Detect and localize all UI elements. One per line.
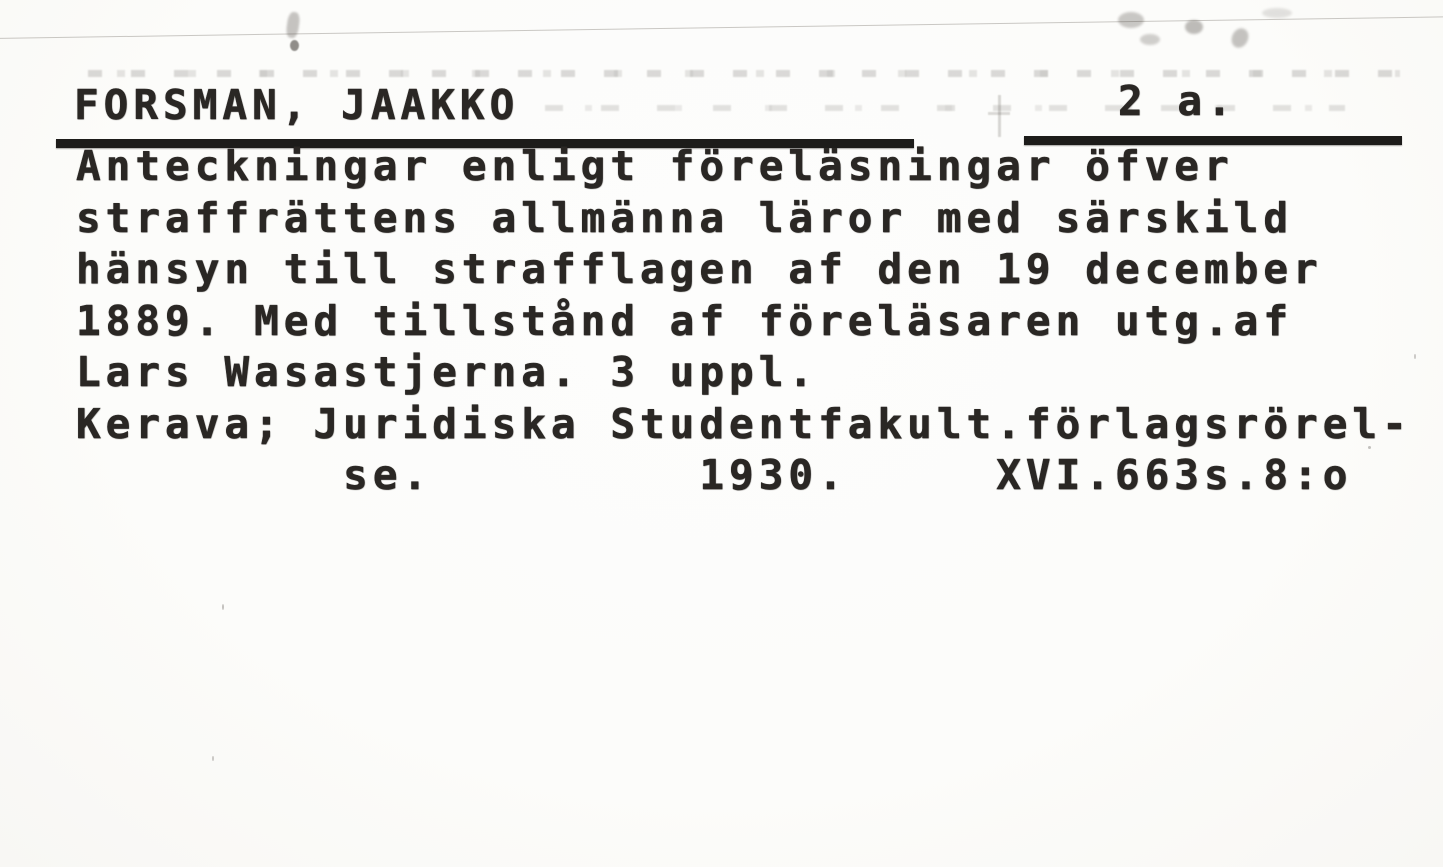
card-body-text xyxy=(76,141,1412,502)
scan-artifact-cross-mark xyxy=(988,112,1010,115)
scan-artifact-ghost-text-row xyxy=(88,70,1400,77)
body-line: Lars Wasastjerna. 3 uppl. xyxy=(76,348,819,396)
scan-artifact-speck xyxy=(222,604,224,610)
scan-artifact-speck xyxy=(1414,354,1416,359)
body-line: se. 1930. XVI.663s.8:o xyxy=(76,451,1353,499)
scan-artifact-smudge xyxy=(1262,8,1292,18)
body-line: hänsyn till strafflagen af den 19 december xyxy=(76,245,1323,293)
scan-artifact-smudge xyxy=(1118,12,1144,28)
scan-artifact-ink-spot xyxy=(285,11,301,38)
body-line: straffrättens allmänna läror med särskild xyxy=(76,193,1294,242)
body-line: 1889. Med tillstånd af föreläsaren utg.af xyxy=(76,296,1294,345)
body-line: Kerava; Juridiska Studentfakult.förlagsrörel- xyxy=(76,399,1412,448)
scan-artifact-smudge xyxy=(1229,26,1252,51)
card-shelf-number: 2 a. xyxy=(1118,77,1237,125)
body-line: Anteckningar enligt föreläsningar öfver xyxy=(76,142,1234,190)
scan-artifact-ink-spot xyxy=(290,40,299,51)
scan-artifact-cross-mark xyxy=(998,95,1001,137)
scan-artifact-smudge xyxy=(1140,34,1160,45)
scan-artifact-smudge xyxy=(1185,20,1203,34)
card-heading-author: FORSMAN, JAAKKO xyxy=(74,81,520,129)
scan-artifact-hairline xyxy=(0,16,1443,39)
scan-artifact-speck xyxy=(212,756,214,761)
